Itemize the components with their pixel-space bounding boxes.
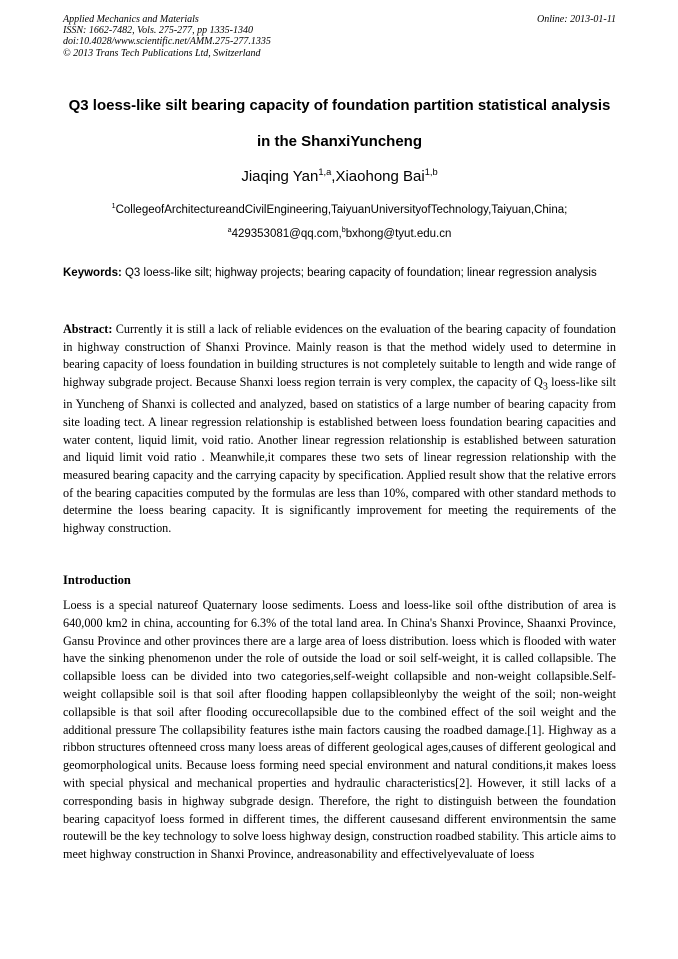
- abstract-paragraph: [63, 321, 616, 538]
- journal-name: Applied Mechanics and Materials: [63, 14, 199, 25]
- copyright-line: © 2013 Trans Tech Publications Ltd, Switzerland: [63, 47, 261, 59]
- email-address: 429353081@qq.com: [231, 228, 339, 240]
- email-marker: a: [227, 226, 232, 235]
- keywords-text: Q3 loess-like silt; highway projects; bearing capacity of foundation; linear regression analysis: [121, 267, 597, 279]
- email-line: [63, 224, 616, 244]
- introduction-paragraph: Loess is a special natureof Quaternary loose sediments. Loess and loess-like soil ofthe distribution of area is 640,000 km2 in china, accounting for 6.3% of the total land area. In China's Shanxi Province, Shaanxi Province, Gansu Province and other provinces there are a large area of loess distribution. loess which is flooded with water have the sinking phenomenon under the role of outside the load or soil self-weight, it is called collapsible. The collapsible loess can be divided into two categories,self-weight collapsible and non-weight collapsible.Self-weight collapsible soil is that soil after flooding happen collapsibleonlyby the weight of the soil; non-weight collapsible is that soil after flooding occurecollapsible due to the combined effect of the soil weight and the additional pressure The collapsibility features isthe main factors causing the roadbed damage.[1]. Highway as a ribbon structures oftenneed cross many loess areas of different geological ages,causes of different geological and geomorphological units. Because loess forming need special environment and natural conditions,it makes loess with special physical and mechanical properties and hydraulic characteristics[2]. However, it still lacks of a corresponding basis in highway subgrade design. Therefore, the right to distinguish between the foundation bearing capacityof loess formed in different times, the different causesand different environmentsin the same routewill be the key technology to solve loess highway design, construction roadbed stability. This article aims to meet highway construction in Shanxi Province, andreasonability and effectivelyevaluate of loess: [63, 598, 616, 862]
- email-address: bxhong@tyut.edu.cn: [345, 228, 452, 240]
- author-name: Jiaqing Yan: [241, 168, 319, 185]
- abstract-text: Currently it is still a lack of reliable evidences on the evaluation of the bearing capacity of foundation in highway construction of Shanxi Province. Mainly reason is that the method widely used to determine in bearing capacity of loess foundation in building structures is not completely suitable to length and wide range of highway subgrade project. Because Shanxi loess region terrain is very complex, the capacity of Q: [63, 322, 616, 390]
- affiliation-line: [63, 200, 616, 220]
- abstract-subscript: 3: [542, 381, 548, 393]
- author-affiliation-marker: 1,a: [318, 167, 332, 177]
- introduction-heading: Introduction: [63, 573, 131, 587]
- author-line: [63, 166, 616, 188]
- author-name: Xiaohong Bai: [335, 168, 425, 185]
- abstract-label: Abstract:: [63, 322, 113, 336]
- doi-line: doi:10.4028/www.scientific.net/AMM.275-277.1335: [63, 36, 271, 48]
- email-separator: ,: [338, 228, 342, 240]
- affiliation-text: CollegeofArchitectureandCivilEngineering,TaiyuanUniversityofTechnology,Taiyuan,China;: [115, 204, 568, 216]
- affiliation-marker: 1: [111, 202, 116, 211]
- author-affiliation-marker: 1,b: [424, 167, 438, 177]
- paper-title: Q3 loess-like silt bearing capacity of foundation partition statistical analysis in the ShanxiYuncheng: [68, 97, 611, 150]
- keywords-paragraph: [63, 264, 616, 282]
- issn-line: ISSN: 1662-7482, Vols. 275-277, pp 1335-1340: [63, 25, 253, 37]
- email-marker: b: [341, 226, 346, 235]
- abstract-text: loess-like silt in Yuncheng of Shanxi is collected and analyzed, based on statistics of a large number of bearing capacity from site loading tect. A linear regression relationship is established between loess foundation bearing capacities and water content, liquid limit, void ratio. Another linear regression relationship is established between saturation and liquid limit void ratio . Meanwhile,it compares these two sets of linear regression relationship with the measured bearing capacity and the carrying capacity by specification. Applied result show that the relative errors of the bearing capacities computed by the formulas are less than 10%, compared with other standard methods to determine the loess bearing capacity. It is significantly improvement for meeting the requirements of the highway construction.: [63, 375, 616, 536]
- journal-info: [63, 14, 463, 59]
- keywords-label: Keywords:: [63, 267, 122, 279]
- page-header: [63, 14, 616, 59]
- online-date: Online: 2013-01-11: [537, 14, 616, 25]
- author-separator: ,: [331, 168, 336, 185]
